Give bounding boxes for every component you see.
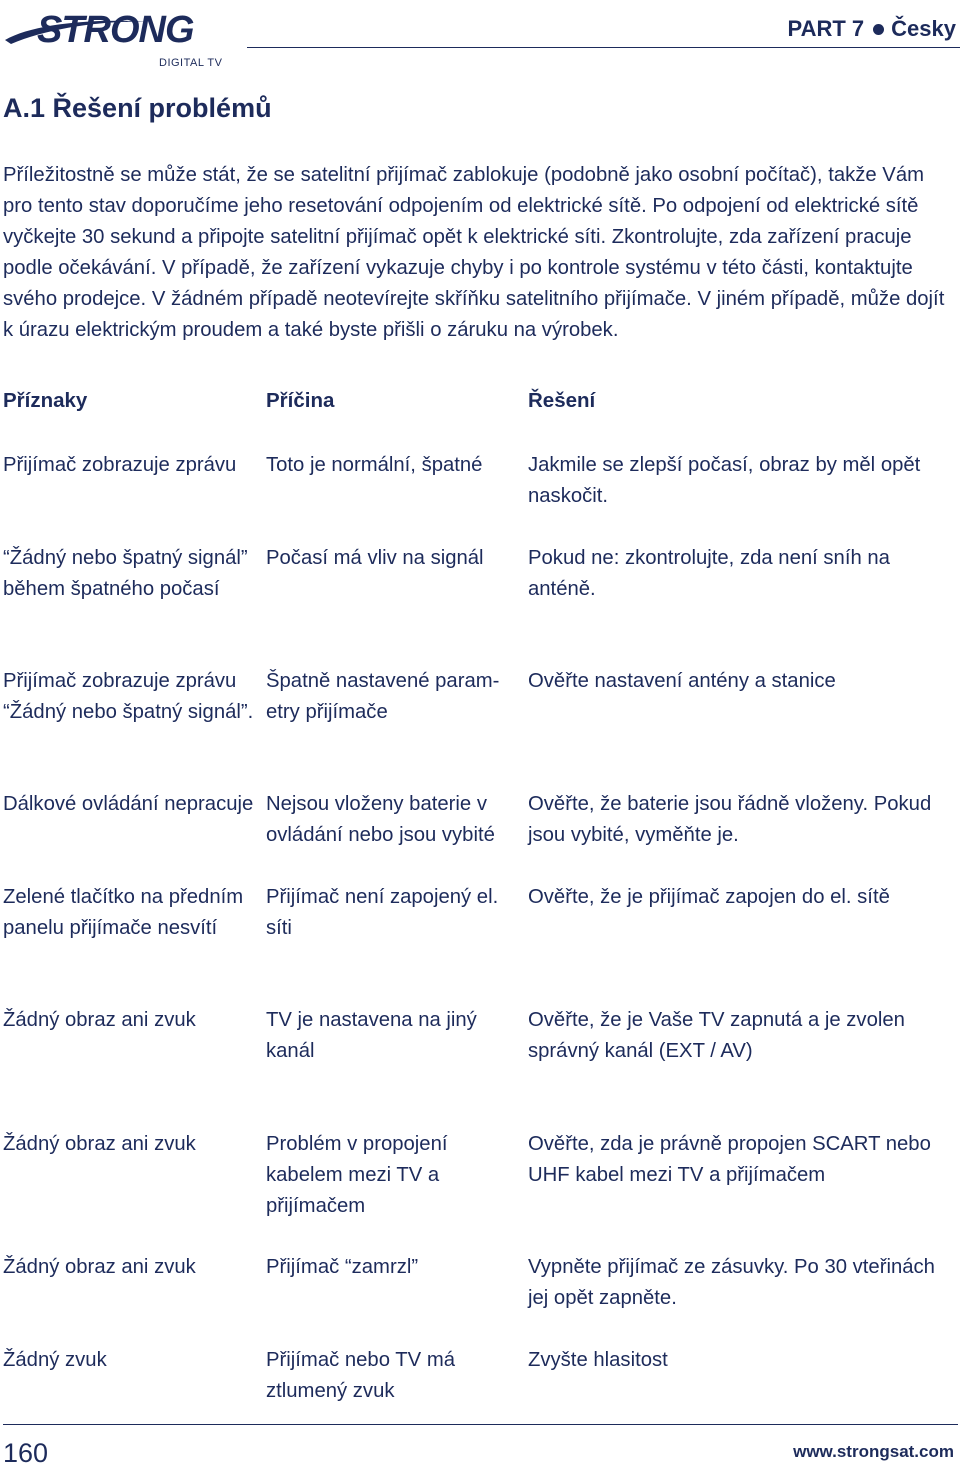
row-3-solution: Ověřte nastavení antény a stanice <box>528 670 836 692</box>
intro-paragraph: Příležitostně se může stát, že se satelitní přijímač zablokuje (podobně jako osobní počítač), takže Vám pro tento stav doporučíme jeho resetování odpojením od elektrické sítě. Po odpojení od elektrické sítě vyčkejte 30 sekund a připojte satelitní přijímač opět k elektrické síti. Zkontrolujte, zda zařízení pracuje podle očekávání. V případě, že zařízení vykazuje chyby i po kontrole systému v této části, kontaktujte svého prodejce. V žádném případě neotevírejte skříňku satelitního přijímače. V jiném případě, může dojít k úrazu elektrickým proudem a také byste přišli o záruku na výrobek. <box>3 164 945 341</box>
row-7-solution: Ověřte, zda je právně propojen SCART nebo UHF kabel mezi TV a přijímačem <box>528 1133 931 1186</box>
row-5-symptom: Zelené tlačítko na předním panelu přijímače nesvítí <box>3 886 244 939</box>
svg-text:STRONG: STRONG <box>37 9 194 51</box>
page-title: A.1 Řešení problémů <box>3 93 272 123</box>
row-8-solution: Vypněte přijímač ze zásuvky. Po 30 vteřinách jej opět zapněte. <box>528 1256 935 1309</box>
strong-logo <box>3 4 223 69</box>
row-4-cause: Nejsou vloženy baterie v ovládání nebo jsou vybité <box>266 793 495 846</box>
row-1-cause: Toto je normální, špatné <box>266 454 483 476</box>
row-9-symptom: Žádný zvuk <box>3 1349 107 1371</box>
footer-divider <box>3 1424 958 1425</box>
row-9-cause: Přijímač nebo TV má ztlumený zvuk <box>266 1349 455 1402</box>
bullet-icon <box>873 24 884 35</box>
strong-logo-mark <box>3 4 223 54</box>
row-7-cause: Problém v propojení kabelem mezi TV a přijímačem <box>266 1133 448 1217</box>
row-6-solution: Ověřte, že je Vaše TV zapnutá a je zvolen správný kanál (EXT / AV) <box>528 1009 905 1062</box>
row-8-symptom: Žádný obraz ani zvuk <box>3 1256 196 1278</box>
page-number: 160 <box>3 1438 49 1468</box>
row-2-cause: Počasí má vliv na signál <box>266 547 484 569</box>
website-link[interactable]: www.strongsat.com <box>793 1442 954 1461</box>
row-4-solution: Ověřte, že baterie jsou řádně vloženy. Pokud jsou vybité, vyměňte je. <box>528 793 932 846</box>
row-3-cause: Špatně nastavené param- etry přijímače <box>266 670 500 723</box>
row-9-solution: Zvyšte hlasitost <box>528 1349 668 1371</box>
row-4-symptom: Dálkové ovládání nepracuje <box>3 793 254 815</box>
row-3-symptom: Přijímač zobrazuje zprávu “Žádný nebo špatný signál”. <box>3 670 254 723</box>
part-label <box>788 16 956 42</box>
row-8-cause: Přijímač “zamrzl” <box>266 1256 419 1278</box>
language-label: Česky <box>891 16 956 41</box>
row-5-solution: Ověřte, že je přijímač zapojen do el. sítě <box>528 886 890 908</box>
column-header-cause: Příčina <box>266 389 335 412</box>
row-1-symptom: Přijímač zobrazuje zprávu <box>3 454 237 476</box>
row-6-cause: TV je nastavena na jiný kanál <box>266 1009 477 1062</box>
row-6-symptom: Žádný obraz ani zvuk <box>3 1009 196 1031</box>
row-7-symptom: Žádný obraz ani zvuk <box>3 1133 196 1155</box>
row-5-cause: Přijímač není zapojený el. síti <box>266 886 499 939</box>
row-2-symptom: “Žádný nebo špatný signál” během špatného počasí <box>3 547 248 600</box>
part-number: PART 7 <box>787 16 865 41</box>
column-header-symptom: Příznaky <box>3 389 88 412</box>
row-1-solution: Jakmile se zlepší počasí, obraz by měl opět naskočit. <box>528 454 921 507</box>
header-divider <box>247 47 960 48</box>
column-header-solution: Řešení <box>528 389 596 412</box>
row-2-solution: Pokud ne: zkontrolujte, zda není sníh na anténě. <box>528 547 890 600</box>
logo-subtitle: DIGITAL TV <box>159 57 223 69</box>
